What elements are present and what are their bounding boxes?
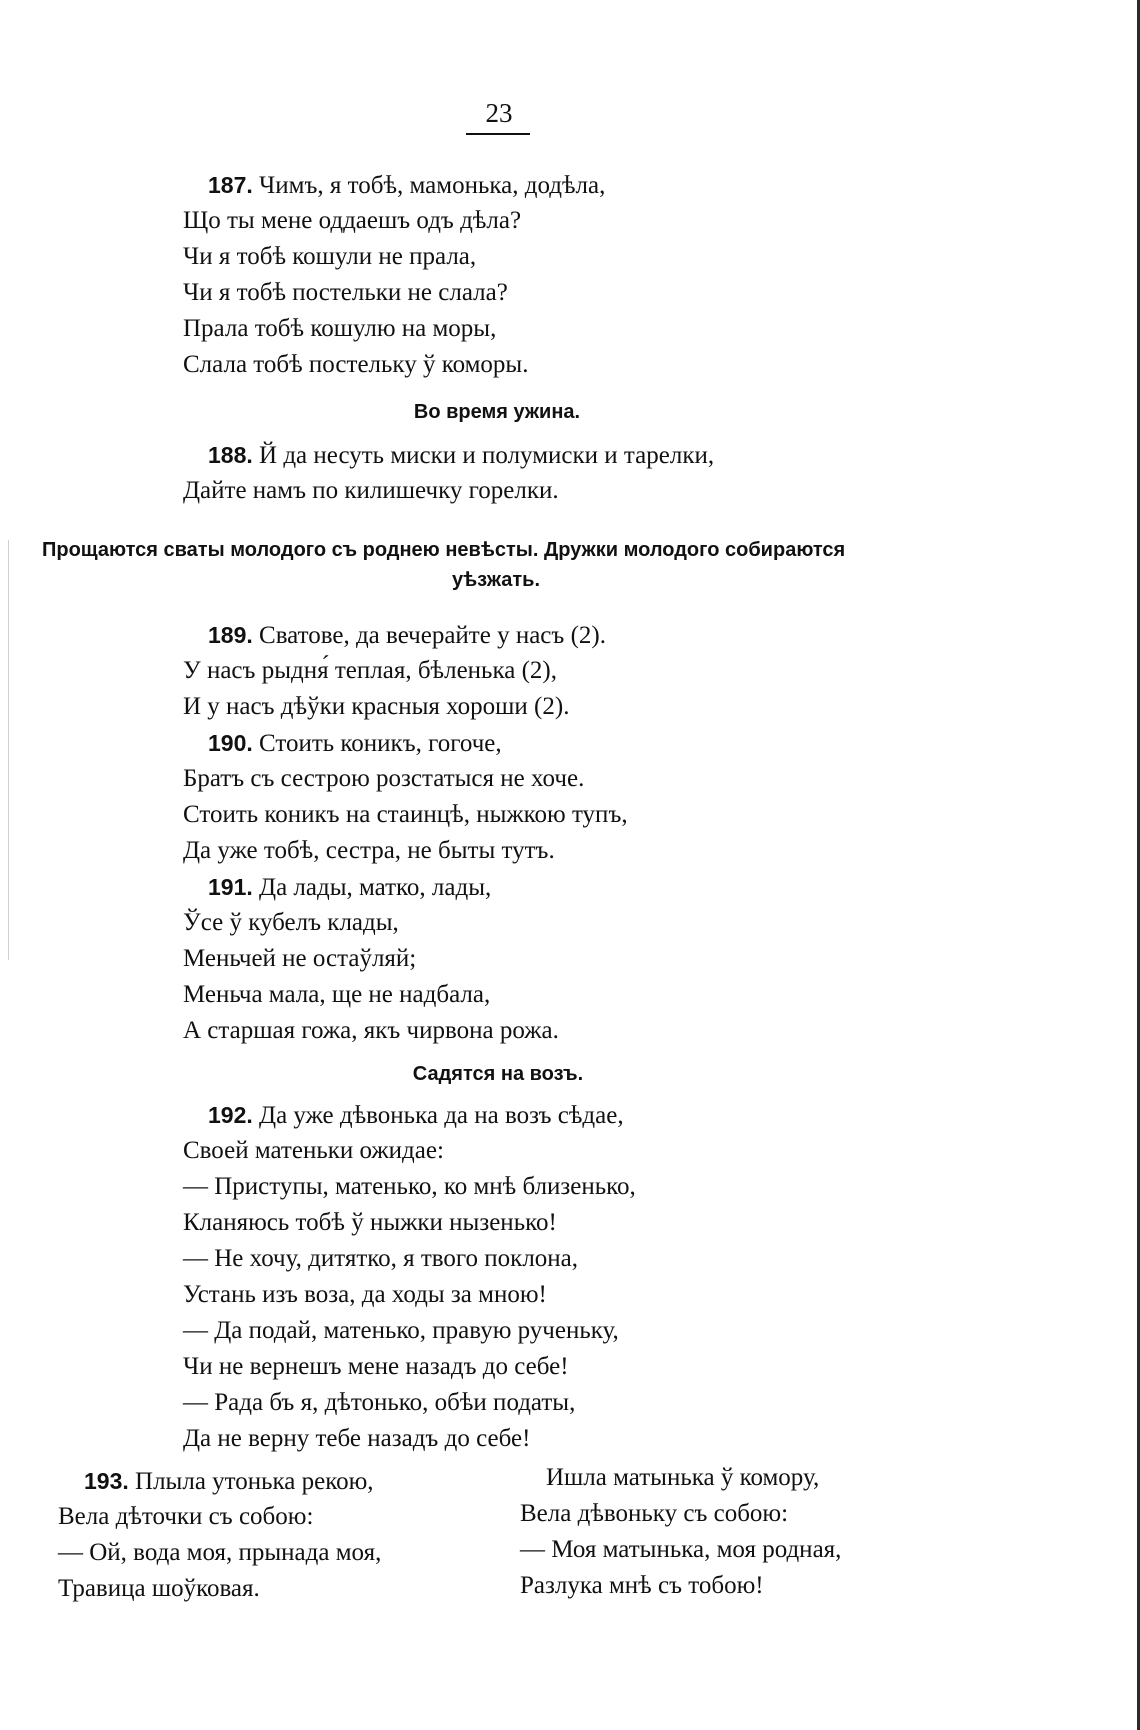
section-heading-continued: уѣзжать. (451, 569, 541, 591)
verse-line: И у насъ дѣўки красныя хороши (2). (183, 693, 570, 720)
verse-line: Вела дѣвоньку съ собою: (520, 1500, 789, 1527)
verse-line: — Моя матынька, моя родная, (520, 1536, 842, 1563)
verse-line (208, 170, 605, 201)
verse-line: Кланяюсь тобѣ ў ныжки нызенько! (183, 1209, 557, 1236)
verse-text: Сватове, да вечерайте у насъ (2). (259, 622, 606, 649)
verse-text: Й да несуть миски и полумиски и тарелки, (259, 442, 715, 469)
verse-line: Слала тобѣ постельку ў коморы. (183, 351, 529, 378)
section-heading: Садятся на возъ. (412, 1063, 584, 1085)
verse-line: Що ты мене оддаешъ одъ дѣла? (183, 207, 522, 234)
verse-line: Чи я тобѣ постельки не слала? (183, 279, 508, 306)
page-number-rule (466, 133, 530, 135)
verse-line: Да не верну тебе назадъ до себе! (183, 1425, 531, 1452)
verse-number: 190. (208, 730, 253, 756)
verse-line: Дайте намъ по килишечку горелки. (183, 477, 559, 504)
verse-line (208, 1100, 624, 1131)
verse-line: Чи не вернешъ мене назадъ до себе! (183, 1353, 569, 1380)
verse-line: — Да подай, матенько, правую рученьку, (183, 1317, 619, 1344)
verse-text: Да уже дѣвонька да на возъ сѣдае, (259, 1102, 624, 1129)
verse-line: Стоить коникъ на стаинцѣ, ныжкою тупъ, (183, 801, 628, 828)
verse-line (208, 728, 502, 759)
verse-line: — Не хочу, дитятко, я твого поклона, (183, 1245, 579, 1272)
verse-number: 187. (208, 172, 253, 198)
verse-line (208, 440, 714, 471)
verse-line: Братъ съ сестрою розстатыся не хоче. (183, 765, 585, 792)
verse-line: У насъ рыдня́ теплая, бѣленька (2), (183, 657, 557, 684)
verse-line: Прала тобѣ кошулю на моры, (183, 315, 497, 342)
verse-text: Чимъ, я тобѣ, мамонька, додѣла, (259, 172, 606, 199)
scan-margin-mark (8, 540, 9, 960)
verse-line: А старшая гожа, якъ чирвона рожа. (183, 1017, 559, 1044)
verse-text: Стоить коникъ, гогоче, (259, 730, 502, 757)
verse-line: Вела дѣточки съ собою: (58, 1503, 314, 1530)
verse-number: 193. (84, 1468, 129, 1494)
verse-line: Травица шоўковая. (58, 1575, 260, 1602)
section-heading: Во время ужина. (413, 401, 581, 423)
verse-line: — Приступы, матенько, ко мнѣ близенько, (183, 1173, 636, 1200)
verse-line: Меньча мала, ще не надбала, (183, 981, 491, 1008)
verse-line: — Рада бъ я, дѣтонько, обѣи податы, (183, 1389, 576, 1416)
verse-number: 192. (208, 1102, 253, 1128)
page-number: 23 (485, 98, 513, 128)
verse-line: Ўсе ў кубелъ клады, (183, 909, 399, 936)
verse-line: Разлука мнѣ съ тобою! (520, 1572, 764, 1599)
section-heading: Прощаются сваты молодого съ роднею невѣсты. Дружки молодого собираются (42, 539, 846, 561)
verse-line: Своей матеньки ожидае: (183, 1137, 444, 1164)
verse-number: 189. (208, 622, 253, 648)
verse-line: Устань изъ воза, да ходы за мною! (183, 1281, 547, 1308)
verse-line: Ишла матынька ў комору, (546, 1464, 820, 1491)
verse-line (208, 620, 606, 651)
verse-number: 188. (208, 442, 253, 468)
verse-line (208, 872, 491, 903)
verse-line (84, 1466, 374, 1497)
verse-text: Да лады, матко, лады, (259, 874, 492, 901)
verse-number: 191. (208, 874, 253, 900)
verse-line: — Ой, вода моя, прынада моя, (58, 1539, 382, 1566)
verse-line: Чи я тобѣ кошули не прала, (183, 243, 477, 270)
verse-line: Меньчей не остаўляй; (183, 945, 417, 972)
verse-line: Да уже тобѣ, сестра, не быты тутъ. (183, 837, 555, 864)
verse-text: Плыла утонька рекою, (135, 1468, 374, 1495)
